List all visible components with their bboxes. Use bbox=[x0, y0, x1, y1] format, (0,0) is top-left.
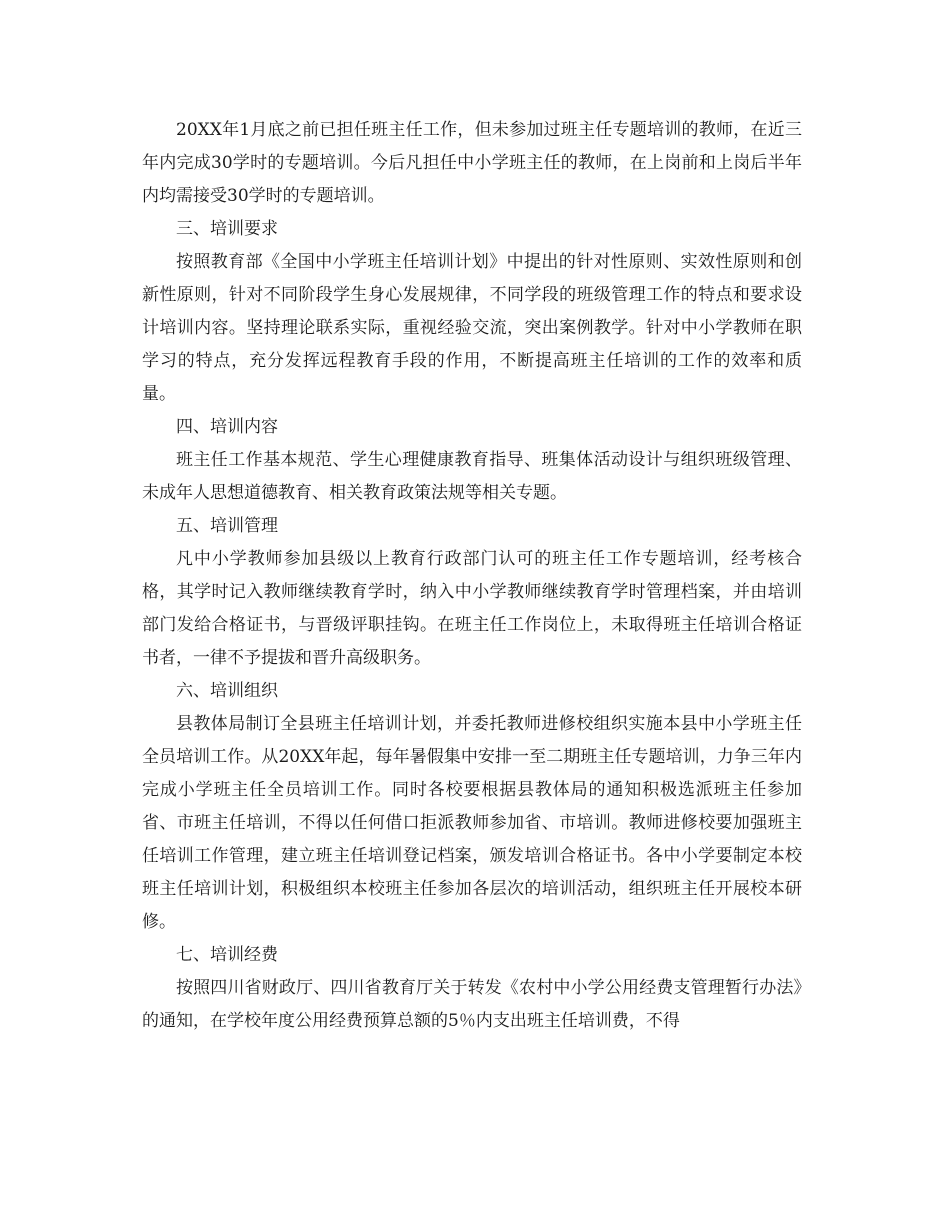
heading-training-management: 五、培训管理 bbox=[176, 516, 278, 536]
heading-training-requirements: 三、培训要求 bbox=[176, 219, 278, 239]
paragraph-training-content: 班主任工作基本规范、学生心理健康教育指导、班集体活动设计与组织班级管理、未成年人思想道德教育、相关教育政策法规等相关专题。 bbox=[142, 450, 802, 503]
heading-training-content: 四、培训内容 bbox=[176, 417, 278, 437]
document-body bbox=[142, 114, 802, 1038]
paragraph-training-hours: 20XX年1月底之前已担任班主任工作，但未参加过班主任专题培训的教师，在近三年内完成30学时的专题培训。今后凡担任中小学班主任的教师，在上岗前和上岗后半年内均需接受30学时的专题培训。 bbox=[142, 120, 802, 206]
paragraph-training-management: 凡中小学教师参加县级以上教育行政部门认可的班主任工作专题培训，经考核合格，其学时记入教师继续教育学时，纳入中小学教师继续教育学时管理档案，并由培训部门发给合格证书，与晋级评职挂钩。在班主任工作岗位上，未取得班主任培训合格证书者，一律不予提拔和晋升高级职务。 bbox=[142, 549, 802, 668]
heading-training-funding: 七、培训经费 bbox=[176, 945, 278, 965]
paragraph-training-requirements: 按照教育部《全国中小学班主任培训计划》中提出的针对性原则、实效性原则和创新性原则，针对不同阶段学生身心发展规律，不同学段的班级管理工作的特点和要求设计培训内容。坚持理论联系实际，重视经验交流，突出案例教学。针对中小学教师在职学习的特点，充分发挥远程教育手段的作用，不断提高班主任培训的工作的效率和质量。 bbox=[142, 252, 802, 404]
heading-training-organization: 六、培训组织 bbox=[176, 681, 278, 701]
paragraph-training-funding: 按照四川省财政厅、四川省教育厅关于转发《农村中小学公用经费支管理暂行办法》的通知，在学校年度公用经费预算总额的5％内支出班主任培训费，不得 bbox=[142, 978, 802, 1031]
paragraph-training-organization: 县教体局制订全县班主任培训计划，并委托教师进修校组织实施本县中小学班主任全员培训工作。从20XX年起，每年暑假集中安排一至二期班主任专题培训，力争三年内完成小学班主任全员培训工作。同时各校要根据县教体局的通知积极选派班主任参加省、市班主任培训，不得以任何借口拒派教师参加省、市培训。教师进修校要加强班主任培训工作管理，建立班主任培训登记档案，颁发培训合格证书。各中小学要制定本校班主任培训计划，积极组织本校班主任参加各层次的培训活动，组织班主任开展校本研修。 bbox=[142, 714, 802, 932]
